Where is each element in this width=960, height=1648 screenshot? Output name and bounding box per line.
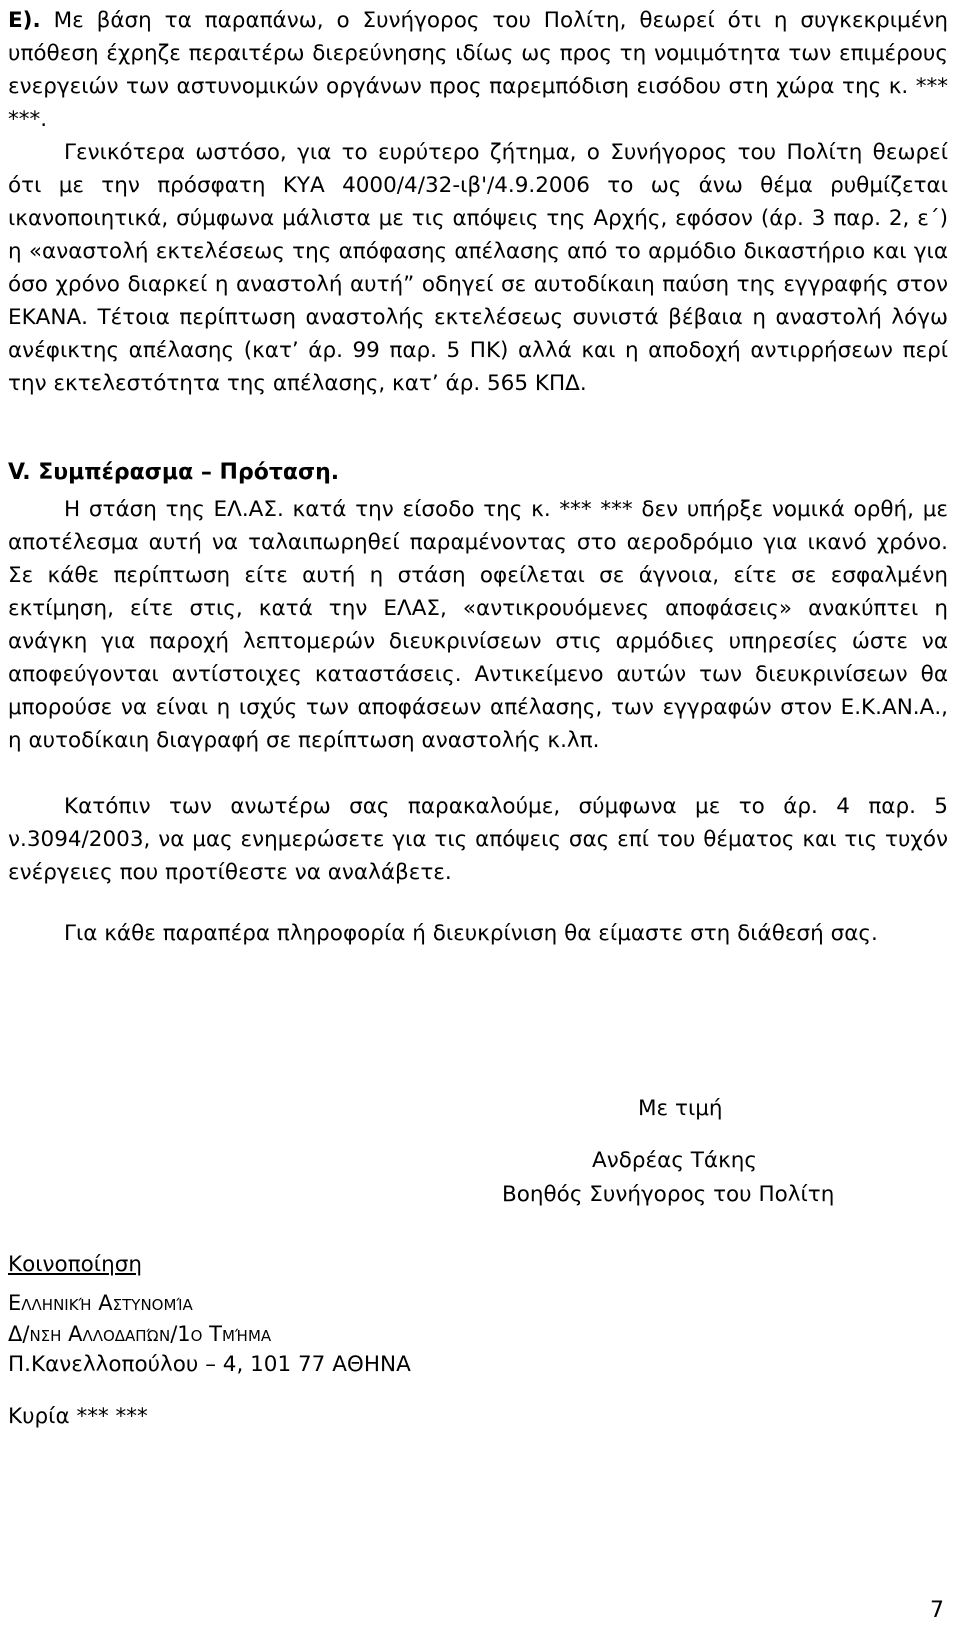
cc-heading: Κοινοποίηση <box>8 1252 142 1277</box>
section-e-lead-text: Με βάση τα παραπάνω, ο Συνήγορος του Πολίτη, θεωρεί ότι η συγκεκριμένη υπόθεση έχρηζε περαιτέρω διερεύνησης ιδίως ως προς τη νομιμότητα των επιμέρους ενεργειών των αστυνομικών οργάνων προς παρεμπόδιση εισόδου στη χώρα της κ. *** ***. <box>8 8 948 132</box>
section-e-label: Ε). <box>8 8 41 33</box>
conclusion-paragraph-2: Κατόπιν των ανωτέρω σας παρακαλούμε, σύμφωνα με το άρ. 4 παρ. 5 ν.3094/2003, να μας ενημερώσετε για τις απόψεις σας επί του θέματος και τις τυχόν ενέργειες που προτίθεστε να αναλάβετε. <box>8 794 948 885</box>
cc-org-line1 <box>8 1288 411 1319</box>
cc-address: Π.Κανελλοπούλου – 4, 101 77 ΑΘΗΝΑ <box>8 1352 411 1377</box>
conclusion-paragraph-1: Η στάση της ΕΛ.ΑΣ. κατά την είσοδο της κ. *** *** δεν υπήρξε νομικά ορθή, με αποτέλεσμα αυτή να ταλαιπωρηθεί παραμένοντας στο αεροδρόμιο για ικανό χρόνο. Σε κάθε περίπτωση είτε αυτή η στάση οφείλεται σε άγνοια, είτε σε εσφαλμένη εκτίμηση, είτε στις, κατά την ΕΛΑΣ, «αντικρουόμενες αποφάσεις» ανακύπτει η ανάγκη για παροχή λεπτομερών διευκρινίσεων στις αρμόδιες υπηρεσίες ώστε να αποφεύγονται αντίστοιχες καταστάσεις. Αντικείμενο αυτών των διευκρινίσεων θα μπορούσε να είναι η ισχύς των αποφάσεων απέλασης, των εγγραφών στον Ε.Κ.ΑΝ.Α., η αυτοδίκαιη διαγραφή σε περίπτωση αναστολής κ.λπ. <box>8 497 948 753</box>
cc-person: Κυρία *** *** <box>8 1404 148 1429</box>
conclusion-paragraph-3: Για κάθε παραπέρα πληροφορία ή διευκρίνιση θα είμαστε στη διάθεσή σας. <box>64 921 878 946</box>
signature-closing: Με τιμή <box>638 1096 723 1121</box>
section-e-general-paragraph: Γενικότερα ωστόσο, για το ευρύτερο ζήτημα, ο Συνήγορος του Πολίτη θεωρεί ότι με την πρόσφατη ΚΥΑ 4000/4/32-ιβ'/4.9.2006 το ως άνω θέμα ρυθμίζεται ικανοποιητικά, σύμφωνα μάλιστα με τις απόψεις της Αρχής, εφόσον (άρ. 3 παρ. 2, ε΄) η «αναστολή εκτελέσεως της απόφασης απέλασης από το αρμόδιο δικαστήριο και για όσο χρόνο διαρκεί η αναστολή αυτή” οδηγεί σε αυτοδίκαιη παύση της εγγραφής στον ΕΚΑΝΑ. Τέτοια περίπτωση αναστολής εκτελέσεως συνιστά βέβαια η αναστολή λόγω ανέφικτης απέλασης (κατ’ άρ. 99 παρ. 5 ΠΚ) αλλά και η αποδοχή αντιρρήσεων περί την εκτελεστότητα της απέλασης, κατ’ άρ. 565 ΚΠΔ. <box>8 140 948 396</box>
signature-name: Ανδρέας Τάκης <box>592 1148 757 1173</box>
conclusion-heading: V. Συμπέρασμα – Πρόταση. <box>8 460 340 485</box>
cc-block <box>8 1250 411 1432</box>
letter-body <box>8 4 948 950</box>
cc-org-line1-text: Ελληνική Αστυνομία <box>8 1291 193 1315</box>
cc-org-line2 <box>8 1319 411 1350</box>
page-number: 7 <box>930 1598 944 1623</box>
cc-org-line2-text: Δ/νση Αλλοδαπών/1ο Τμήμα <box>8 1322 272 1346</box>
section-e-paragraph <box>8 4 948 136</box>
signature-title: Βοηθός Συνήγορος του Πολίτη <box>502 1182 835 1207</box>
